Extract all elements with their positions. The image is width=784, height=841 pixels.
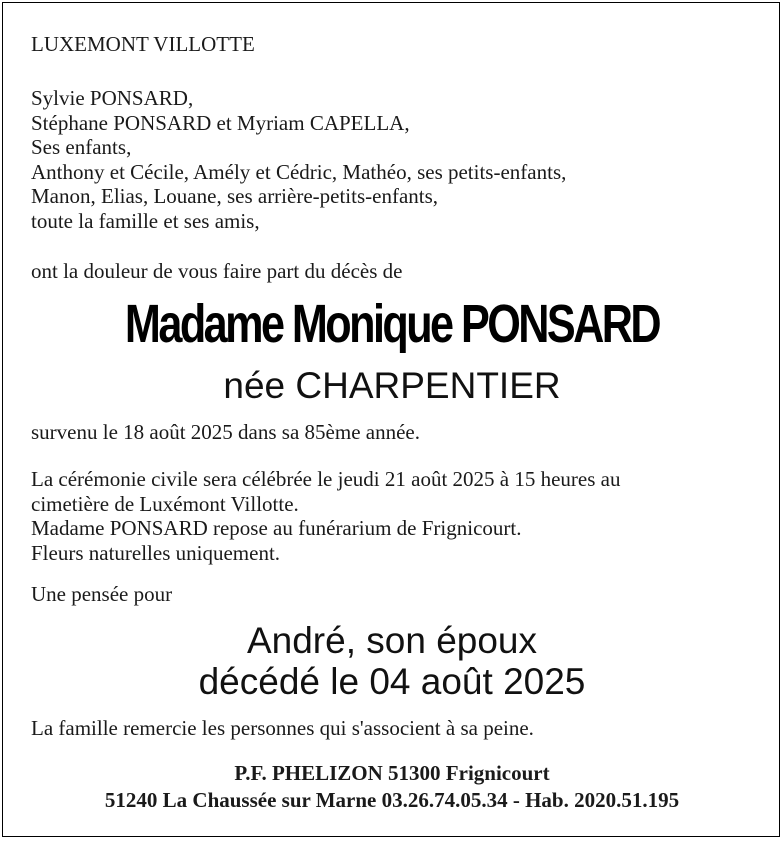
family-line: Anthony et Cécile, Amély et Cédric, Mathéo, ses petits-enfants, (31, 159, 567, 184)
ceremony-line: Fleurs naturelles uniquement. (31, 540, 281, 565)
thanks-message: La famille remercie les personnes qui s'associent à sa peine. (31, 716, 534, 740)
deceased-name: Madame Monique PONSARD (124, 294, 660, 354)
funeral-home (0, 760, 784, 814)
location-header: LUXEMONT VILLOTTE (31, 32, 255, 56)
ceremony-details (31, 467, 620, 565)
family-list (31, 86, 566, 233)
family-line: Stéphane PONSARD et Myriam CAPELLA, (31, 110, 410, 135)
ceremony-line: La cérémonie civile sera célébrée le jeudi 21 août 2025 à 15 heures au (31, 467, 621, 491)
funeral-home-contact: 51240 La Chaussée sur Marne 03.26.74.05.34 - Hab. 2020.51.195 (104, 788, 680, 812)
ceremony-line: cimetière de Luxémont Villotte. (31, 491, 299, 516)
announcement-intro: ont la douleur de vous faire part du décès de (31, 259, 403, 283)
death-details: survenu le 18 août 2025 dans sa 85ème année. (31, 420, 420, 444)
memory-line: décédé le 04 août 2025 (198, 661, 586, 702)
family-line: toute la famille et ses amis, (31, 208, 260, 233)
funeral-home-name: P.F. PHELIZON 51300 Frignicourt (234, 761, 550, 785)
memory-dedication (0, 620, 784, 702)
maiden-name: née CHARPENTIER (223, 365, 561, 406)
family-line: Sylvie PONSARD, (31, 86, 194, 110)
memory-intro: Une pensée pour (31, 582, 173, 606)
family-line: Manon, Elias, Louane, ses arrière-petits-enfants, (31, 184, 439, 208)
family-line: Ses enfants, (31, 135, 132, 159)
memory-line: André, son époux (246, 620, 538, 661)
ceremony-line: Madame PONSARD repose au funérarium de Frignicourt. (31, 516, 522, 540)
